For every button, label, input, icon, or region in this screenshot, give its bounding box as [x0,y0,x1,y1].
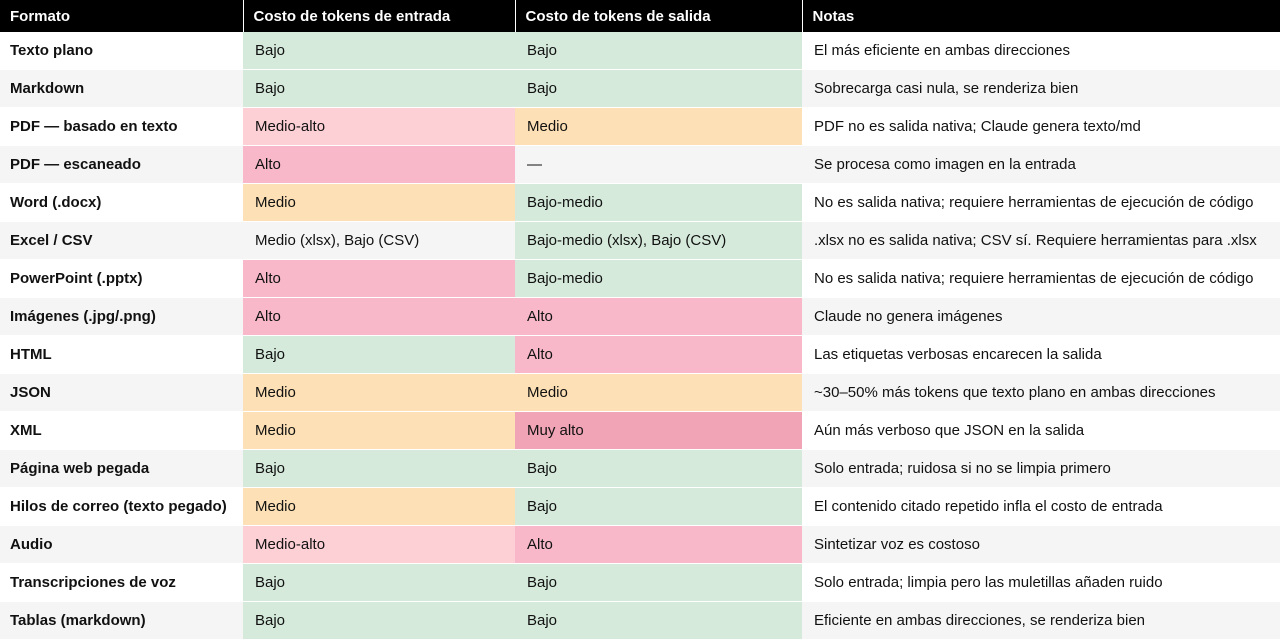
notes-cell: No es salida nativa; requiere herramientas de ejecución de código [802,184,1280,222]
table-row [0,32,1280,70]
notes-cell: El más eficiente en ambas direcciones [802,32,1280,70]
output-cost-cell: Medio [515,108,802,146]
header-output-cost: Costo de tokens de salida [515,0,802,32]
input-cost-cell: Bajo [243,450,515,488]
notes-cell: El contenido citado repetido infla el costo de entrada [802,488,1280,526]
table-header [0,0,1280,32]
input-cost-cell: Alto [243,260,515,298]
notes-cell: PDF no es salida nativa; Claude genera texto/md [802,108,1280,146]
header-input-cost: Costo de tokens de entrada [243,0,515,32]
input-cost-cell: Medio [243,412,515,450]
format-cell: Transcripciones de voz [0,564,243,602]
input-cost-cell: Alto [243,146,515,184]
notes-cell: Sintetizar voz es costoso [802,526,1280,564]
table-row [0,412,1280,450]
format-cell: Word (.docx) [0,184,243,222]
table-row [0,564,1280,602]
format-cell: Excel / CSV [0,222,243,260]
input-cost-cell: Bajo [243,564,515,602]
output-cost-cell: Bajo-medio (xlsx), Bajo (CSV) [515,222,802,260]
output-cost-cell: Alto [515,298,802,336]
format-cell: HTML [0,336,243,374]
output-cost-cell: Bajo [515,450,802,488]
table-row [0,146,1280,184]
input-cost-cell: Medio-alto [243,526,515,564]
output-cost-cell: Alto [515,336,802,374]
notes-cell: Solo entrada; ruidosa si no se limpia primero [802,450,1280,488]
table-row [0,602,1280,640]
table-row [0,374,1280,412]
format-cell: Markdown [0,70,243,108]
notes-cell: No es salida nativa; requiere herramientas de ejecución de código [802,260,1280,298]
output-cost-cell: Alto [515,526,802,564]
table-row [0,336,1280,374]
format-cell: Audio [0,526,243,564]
table-row [0,298,1280,336]
notes-cell: Se procesa como imagen en la entrada [802,146,1280,184]
table-row [0,108,1280,146]
format-cell: Imágenes (.jpg/.png) [0,298,243,336]
table-row [0,260,1280,298]
format-cell: PDF — escaneado [0,146,243,184]
notes-cell: Las etiquetas verbosas encarecen la salida [802,336,1280,374]
table-row [0,526,1280,564]
table-row [0,222,1280,260]
output-cost-cell: Bajo-medio [515,260,802,298]
output-cost-cell: — [515,146,802,184]
input-cost-cell: Bajo [243,32,515,70]
table-row [0,184,1280,222]
format-cell: XML [0,412,243,450]
output-cost-cell: Bajo [515,564,802,602]
input-cost-cell: Medio [243,184,515,222]
output-cost-cell: Bajo [515,488,802,526]
notes-cell: .xlsx no es salida nativa; CSV sí. Requiere herramientas para .xlsx [802,222,1280,260]
format-cell: Texto plano [0,32,243,70]
table-row [0,70,1280,108]
notes-cell: Solo entrada; limpia pero las muletillas añaden ruido [802,564,1280,602]
output-cost-cell: Bajo [515,32,802,70]
input-cost-cell: Medio [243,374,515,412]
header-row [0,0,1280,32]
format-cell: Página web pegada [0,450,243,488]
input-cost-cell: Alto [243,298,515,336]
input-cost-cell: Bajo [243,602,515,640]
table-body [0,32,1280,640]
input-cost-cell: Bajo [243,70,515,108]
input-cost-cell: Bajo [243,336,515,374]
input-cost-cell: Medio [243,488,515,526]
notes-cell: ~30–50% más tokens que texto plano en ambas direcciones [802,374,1280,412]
format-cell: JSON [0,374,243,412]
output-cost-cell: Muy alto [515,412,802,450]
header-format: Formato [0,0,243,32]
format-cell: PDF — basado en texto [0,108,243,146]
format-cell: Tablas (markdown) [0,602,243,640]
input-cost-cell: Medio (xlsx), Bajo (CSV) [243,222,515,260]
input-cost-cell: Medio-alto [243,108,515,146]
format-cell: PowerPoint (.pptx) [0,260,243,298]
header-notes: Notas [802,0,1280,32]
notes-cell: Eficiente en ambas direcciones, se renderiza bien [802,602,1280,640]
output-cost-cell: Bajo-medio [515,184,802,222]
output-cost-cell: Bajo [515,70,802,108]
output-cost-cell: Bajo [515,602,802,640]
format-cell: Hilos de correo (texto pegado) [0,488,243,526]
output-cost-cell: Medio [515,374,802,412]
notes-cell: Sobrecarga casi nula, se renderiza bien [802,70,1280,108]
table-row [0,450,1280,488]
table-row [0,488,1280,526]
notes-cell: Claude no genera imágenes [802,298,1280,336]
notes-cell: Aún más verboso que JSON en la salida [802,412,1280,450]
